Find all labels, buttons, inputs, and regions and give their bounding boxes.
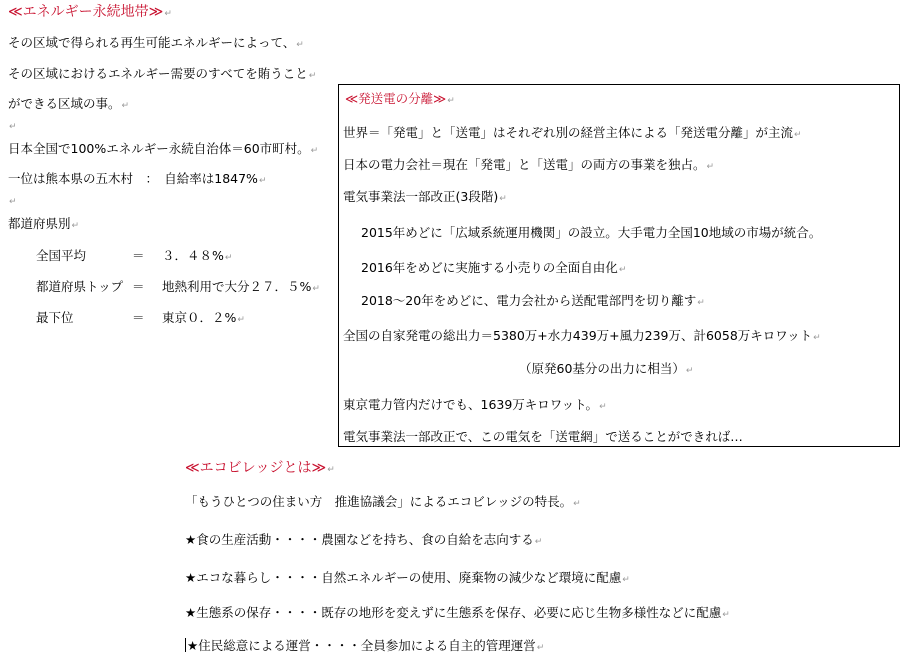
stat-label-lowest: 最下位 bbox=[36, 310, 74, 325]
s1-line-8: 都道府県別↵ bbox=[8, 216, 80, 231]
s2-line-6: 2018～20年をめどに、電力会社から送配電部門を切り離す↵ bbox=[361, 293, 705, 308]
power-separation-textbox[interactable] bbox=[338, 84, 900, 447]
section2-title: ≪発送電の分離≫↵ bbox=[345, 91, 455, 106]
stat-eq-lowest: ＝ bbox=[132, 310, 145, 325]
s3-line-5[interactable]: ★住民総意による運営・・・・全員参加による自主的管理運営↵ bbox=[187, 638, 545, 653]
stat-label-top: 都道府県トップ bbox=[36, 279, 124, 294]
s3-line-1: 「もうひとつの住まい方 推進協議会」によるエコビレッジの特長。↵ bbox=[185, 494, 581, 509]
s2-line-3: 電気事業法一部改正(3段階)↵ bbox=[343, 189, 507, 204]
s2-line-9: 東京電力管内だけでも、1639万キロワット。↵ bbox=[343, 397, 607, 412]
s1-line-1: その区域で得られる再生可能エネルギーによって、↵ bbox=[8, 35, 304, 50]
s2-line-10: 電気事業法一部改正で、この電気を「送電網」で送ることができれば… bbox=[343, 429, 743, 444]
stat-value-lowest: 東京０．２%↵ bbox=[162, 310, 245, 325]
s1-line-2: その区域におけるエネルギー需要のすべてを賄うこと↵ bbox=[8, 66, 317, 81]
s1-line-7: ↵ bbox=[9, 197, 17, 207]
s3-line-3: ★エコな暮らし・・・・自然エネルギーの使用、廃棄物の減少など環境に配慮↵ bbox=[185, 570, 630, 585]
s2-line-2: 日本の電力会社＝現在「発電」と「送電」の両方の事業を独占。↵ bbox=[343, 157, 715, 172]
section1-title: ≪エネルギー永続地帯≫↵ bbox=[8, 4, 172, 20]
stat-label-average: 全国平均 bbox=[36, 248, 87, 263]
s2-line-5: 2016年をめどに実施する小売りの全面自由化↵ bbox=[361, 260, 627, 275]
stat-eq-top: ＝ bbox=[132, 279, 145, 294]
section3-title: ≪エコビレッジとは≫↵ bbox=[185, 460, 335, 476]
text-cursor bbox=[185, 638, 186, 652]
s2-line-1: 世界＝「発電」と「送電」はそれぞれ別の経営主体による「発送電分離」が主流↵ bbox=[343, 125, 802, 140]
s3-line-4: ★生態系の保存・・・・既存の地形を変えずに生態系を保存、必要に応じ生物多様性などに配慮↵ bbox=[185, 605, 730, 620]
s1-line-3: ができる区域の事。↵ bbox=[8, 96, 130, 111]
s1-line-4: ↵ bbox=[9, 122, 17, 132]
stat-value-average: ３．４８%↵ bbox=[162, 248, 233, 263]
s1-line-6: 一位は熊本県の五木村 ： 自給率は1847%↵ bbox=[8, 171, 267, 186]
s2-line-4: 2015年めどに「広域系統運用機関」の設立。大手電力全国10地域の市場が統合。 bbox=[361, 225, 822, 240]
s2-line-8: （原発60基分の出力に相当）↵ bbox=[519, 361, 694, 376]
s1-line-5: 日本全国で100%エネルギー永続自治体＝60市町村。↵ bbox=[8, 141, 319, 156]
s2-line-7: 全国の自家発電の総出力＝5380万+水力439万+風力239万、計6058万キロワット↵ bbox=[343, 328, 821, 343]
s3-line-2: ★食の生産活動・・・・農園などを持ち、食の自給を志向する↵ bbox=[185, 532, 543, 547]
stat-eq-average: ＝ bbox=[132, 248, 145, 263]
stat-value-top: 地熱利用で大分２７．５%↵ bbox=[162, 279, 320, 294]
